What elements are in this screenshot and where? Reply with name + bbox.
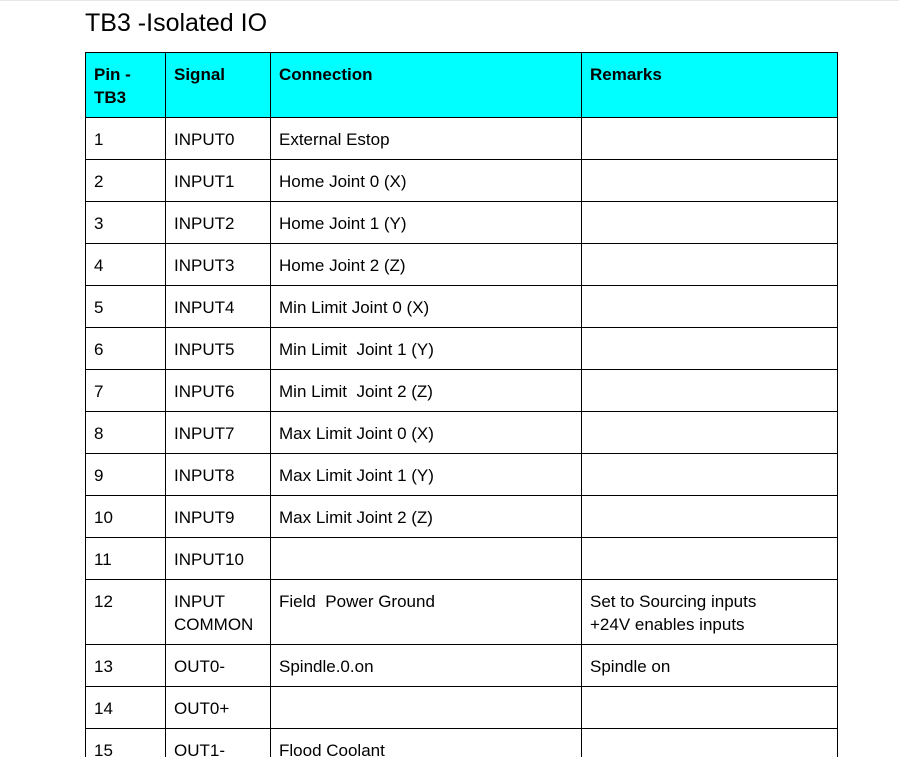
- table-row: [86, 118, 838, 160]
- cell-remarks: Spindle on: [582, 645, 838, 687]
- table-row: [86, 580, 838, 645]
- cell-pin: 1: [86, 118, 166, 160]
- cell-pin: 7: [86, 370, 166, 412]
- cell-signal: INPUT1: [166, 160, 271, 202]
- cell-remarks: [582, 729, 838, 757]
- cell-remarks: [582, 202, 838, 244]
- cell-remarks: [582, 454, 838, 496]
- cell-remarks: Set to Sourcing inputs +24V enables inputs: [582, 580, 838, 645]
- cell-pin: 15: [86, 729, 166, 757]
- cell-connection: External Estop: [271, 118, 582, 160]
- cell-remarks: [582, 118, 838, 160]
- header-remarks: Remarks: [582, 53, 838, 118]
- table-row: [86, 687, 838, 729]
- cell-pin: 5: [86, 286, 166, 328]
- cell-pin: 3: [86, 202, 166, 244]
- cell-connection: Min Limit Joint 2 (Z): [271, 370, 582, 412]
- table-row: [86, 202, 838, 244]
- cell-pin: 13: [86, 645, 166, 687]
- cell-remarks: [582, 412, 838, 454]
- cell-connection: Field Power Ground: [271, 580, 582, 645]
- cell-signal: INPUT6: [166, 370, 271, 412]
- cell-connection: Home Joint 0 (X): [271, 160, 582, 202]
- cell-signal: OUT0+: [166, 687, 271, 729]
- table-row: [86, 412, 838, 454]
- cell-pin: 14: [86, 687, 166, 729]
- table-row: [86, 645, 838, 687]
- cell-connection: Home Joint 1 (Y): [271, 202, 582, 244]
- cell-signal: INPUT0: [166, 118, 271, 160]
- cell-connection: Min Limit Joint 1 (Y): [271, 328, 582, 370]
- cell-signal: INPUT5: [166, 328, 271, 370]
- cell-pin: 2: [86, 160, 166, 202]
- cell-pin: 4: [86, 244, 166, 286]
- table-row: [86, 496, 838, 538]
- table-row: [86, 538, 838, 580]
- cell-remarks: [582, 160, 838, 202]
- cell-signal: INPUT7: [166, 412, 271, 454]
- header-signal: Signal: [166, 53, 271, 118]
- cell-remarks: [582, 538, 838, 580]
- cell-remarks: [582, 244, 838, 286]
- header-connection: Connection: [271, 53, 582, 118]
- cell-signal: INPUT8: [166, 454, 271, 496]
- cell-signal: OUT1-: [166, 729, 271, 757]
- table-row: [86, 160, 838, 202]
- cell-connection: Max Limit Joint 1 (Y): [271, 454, 582, 496]
- cell-pin: 6: [86, 328, 166, 370]
- cell-connection: [271, 538, 582, 580]
- cell-connection: Flood Coolant: [271, 729, 582, 757]
- cell-pin: 9: [86, 454, 166, 496]
- table-row: [86, 729, 838, 757]
- cell-signal: INPUT3: [166, 244, 271, 286]
- table-row: [86, 454, 838, 496]
- cell-pin: 11: [86, 538, 166, 580]
- cell-pin: 10: [86, 496, 166, 538]
- cell-connection: Home Joint 2 (Z): [271, 244, 582, 286]
- cell-connection: Max Limit Joint 2 (Z): [271, 496, 582, 538]
- header-pin: Pin - TB3: [86, 53, 166, 118]
- cell-connection: Min Limit Joint 0 (X): [271, 286, 582, 328]
- cell-connection: [271, 687, 582, 729]
- page-top-edge: [0, 0, 899, 1]
- document-title: TB3 -Isolated IO: [85, 9, 268, 37]
- table-row: [86, 244, 838, 286]
- cell-signal: INPUT9: [166, 496, 271, 538]
- cell-remarks: [582, 687, 838, 729]
- cell-connection: Max Limit Joint 0 (X): [271, 412, 582, 454]
- table-row: [86, 370, 838, 412]
- cell-signal: INPUT10: [166, 538, 271, 580]
- cell-signal: INPUT COMMON: [166, 580, 271, 645]
- cell-remarks: [582, 496, 838, 538]
- tb3-io-table: [85, 52, 838, 757]
- table-header-row: [86, 53, 838, 118]
- cell-pin: 12: [86, 580, 166, 645]
- table-row: [86, 328, 838, 370]
- cell-remarks: [582, 370, 838, 412]
- cell-remarks: [582, 286, 838, 328]
- cell-pin: 8: [86, 412, 166, 454]
- cell-signal: OUT0-: [166, 645, 271, 687]
- table-row: [86, 286, 838, 328]
- cell-remarks: [582, 328, 838, 370]
- cell-signal: INPUT2: [166, 202, 271, 244]
- cell-signal: INPUT4: [166, 286, 271, 328]
- cell-connection: Spindle.0.on: [271, 645, 582, 687]
